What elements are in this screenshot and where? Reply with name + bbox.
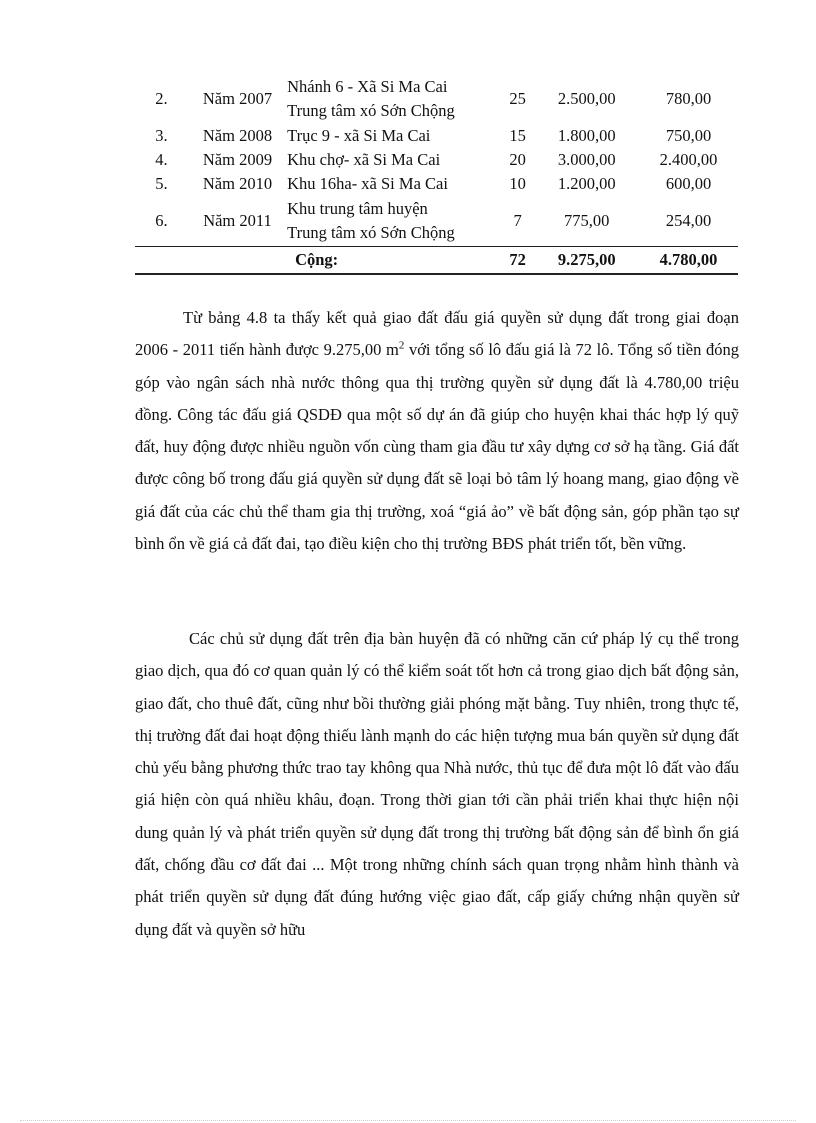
row-money: 2.400,00 [659, 150, 718, 169]
row-area: 2.500,00 [557, 89, 616, 108]
row-year: Năm 2008 [202, 126, 273, 145]
location-line: Khu trung tâm huyện [287, 199, 428, 218]
location-line: Trung tâm xó Sớn Chộng [287, 101, 455, 120]
paragraph-text: Từ bảng 4.8 ta thấy kết quả giao đất đấu giá quyền sử dụng đất trong giai đoạn 2006 - 2011 tiến hành được 9.275,00 m [135, 308, 739, 360]
row-lots: 15 [509, 126, 526, 145]
row-location [287, 196, 501, 247]
area-unit-superscript: 2 [398, 339, 405, 352]
row-number: 6. [155, 211, 168, 230]
row-lots: 7 [513, 211, 522, 230]
row-lots: 20 [509, 150, 526, 169]
row-year: Năm 2011 [203, 211, 272, 230]
location-line: Trục 9 - xã Si Ma Cai [287, 126, 431, 145]
body-paragraph-1 [135, 302, 739, 560]
row-year: Năm 2007 [202, 89, 273, 108]
row-number: 4. [155, 150, 168, 169]
table-row [135, 172, 738, 196]
row-money: 780,00 [665, 89, 712, 108]
page-bottom-divider [20, 1120, 796, 1121]
row-lots: 25 [509, 89, 526, 108]
row-number: 3. [155, 126, 168, 145]
location-line: Khu chợ- xã Si Ma Cai [287, 150, 441, 169]
row-location [287, 148, 501, 172]
row-area: 775,00 [564, 211, 610, 230]
table-row [135, 196, 738, 247]
total-lots: 72 [501, 247, 535, 275]
row-location [287, 124, 501, 148]
row-area: 1.800,00 [557, 126, 616, 145]
row-year: Năm 2010 [202, 174, 273, 193]
row-year: Năm 2009 [202, 150, 273, 169]
row-location [287, 172, 501, 196]
row-number: 5. [155, 174, 168, 193]
table-row [135, 148, 738, 172]
body-paragraph-2: Các chủ sử dụng đất trên địa bàn huyện đã có những căn cứ pháp lý cụ thể trong giao dịch, qua đó cơ quan quản lý có thể kiểm soát tốt hơn cả trong giao dịch bất động sản, giao đất, cho thuê đất, cũng như bồi thường giải phóng mặt bằng. Tuy nhiên, trong thực tế, thị trường đất đai hoạt động thiếu lành mạnh do các hiện tượng mua bán quyền sử dụng đất chủ yếu bằng phương thức trao tay không qua Nhà nước, thủ tục để đưa một lô đất vào đấu giá hiện còn quá nhiều khâu, đoạn. Trong thời gian tới cần phải triển khai thực hiện nội dung quản lý và phát triển quyền sử dụng đất trong thị trường bất động sản để bình ổn giá đất, chống đầu cơ đất đai ... Một trong những chính sách quan trọng nhằm hình thành và phát triển quyền sử dụng đất đúng hướng việc giao đất, cấp giấy chứng nhận quyền sử dụng đất và quyền sở hữu [135, 629, 739, 939]
total-empty-cell [135, 247, 188, 275]
total-area: 9.275,00 [534, 247, 639, 275]
location-line: Trung tâm xó Sớn Chộng [287, 223, 455, 242]
table-row [135, 124, 738, 148]
location-line: Khu 16ha- xã Si Ma Cai [287, 174, 448, 193]
row-number: 2. [155, 89, 168, 108]
land-auction-table [135, 74, 738, 275]
row-money: 750,00 [665, 126, 712, 145]
table-total-row [135, 247, 738, 275]
table-row [135, 74, 738, 124]
row-lots: 10 [509, 174, 526, 193]
location-line: Nhánh 6 - Xã Si Ma Cai [287, 77, 448, 96]
paragraph-text: với tổng số lô đấu giá là 72 lô. Tổng số tiền đóng góp vào ngân sách nhà nước thông qua thị trường quyền sử dụng đất là 4.780,00 triệu đồng. Công tác đấu giá QSDĐ qua một số dự án đã giúp cho huyện khai thác hợp lý quỹ đất, huy động được nhiều nguồn vốn cùng tham gia đầu tư xây dựng cơ sở hạ tầng. Giá đất được công bố trong đấu giá quyền sử dụng đất sẽ loại bỏ tâm lý hoang mang, giao động về giá đất của các chủ thể tham gia thị trường, xoá “giá ảo” về bất động sản, góp phần tạo sự bình ổn về giá cả đất đai, tạo điều kiện cho thị trường BĐS phát triển tốt, bền vững. [135, 340, 739, 554]
row-money: 600,00 [665, 174, 712, 193]
row-location [287, 74, 501, 124]
row-area: 3.000,00 [557, 150, 616, 169]
row-area: 1.200,00 [557, 174, 616, 193]
row-money: 254,00 [665, 211, 712, 230]
total-money: 4.780,00 [639, 247, 738, 275]
total-label: Cộng: [287, 247, 501, 275]
total-empty-cell [188, 247, 287, 275]
